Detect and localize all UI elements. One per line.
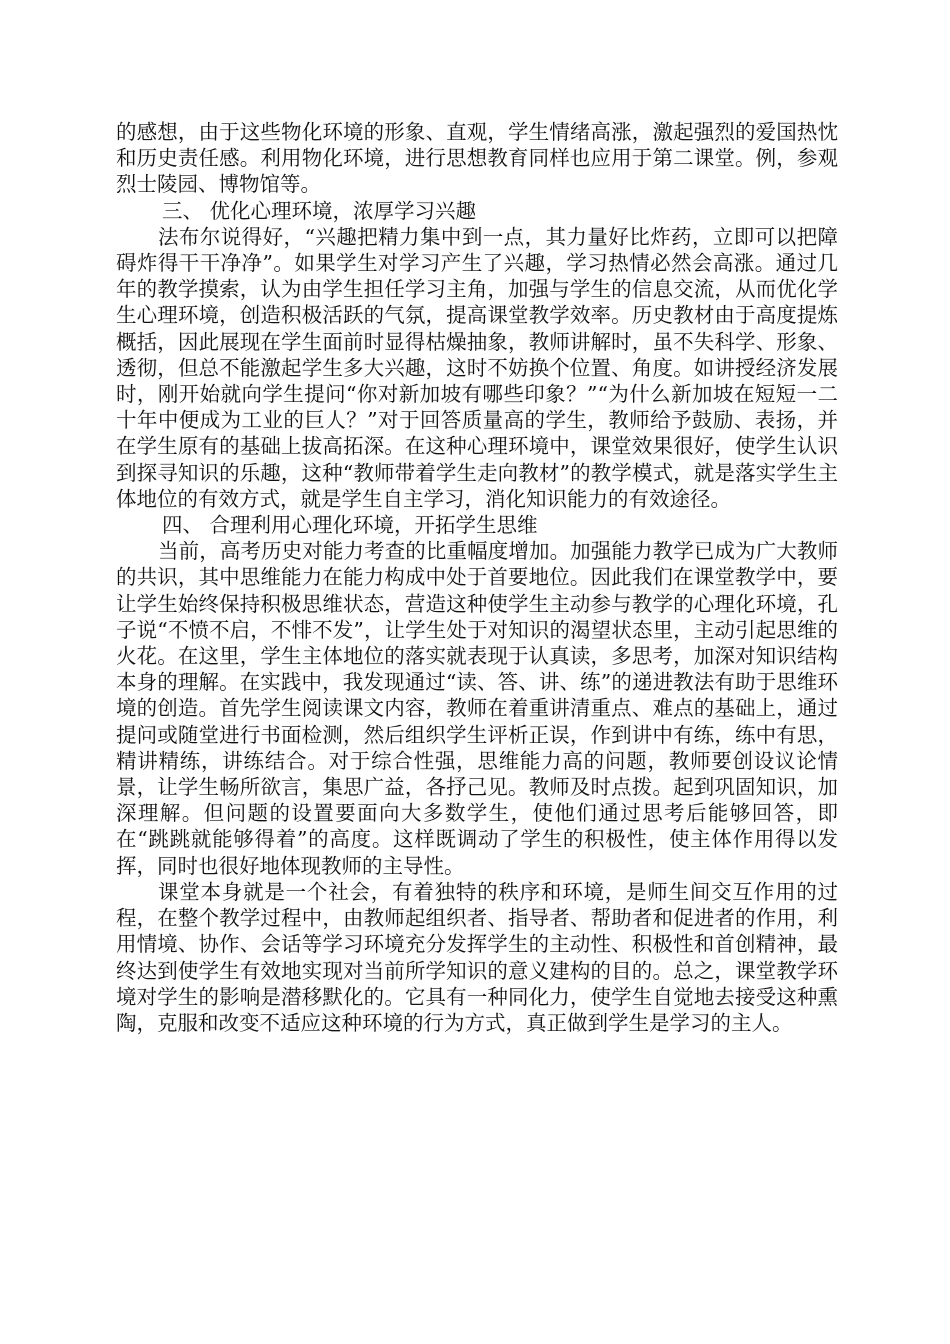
paragraph-thinking: 当前，高考历史对能力考查的比重幅度增加。加强能力教学已成为广大教师的共识，其中思维能力在能力构成中处于首要地位。因此我们在课堂教学中，要让学生始终保持积极思维状态，营造这种使学生主动参与教学的心理化环境，孔子说“不愤不启，不悱不发”，让学生处于对知识的渴望状态里，主动引起思维的火花。在这里，学生主体地位的落实就表现于认真读，多思考，加深对知识结构本身的理解。在实践中，我发现通过“读、答、讲、练”的递进教法有助于思维环境的创造。首先学生阅读课文内容，教师在着重讲清重点、难点的基础上，通过提问或随堂进行书面检测，然后组织学生评析正误，作到讲中有练，练中有思，精讲精练，讲练结合。对于综合性强，思维能力高的问题，教师要创设议论情景，让学生畅所欲言，集思广益，各抒己见。教师及时点拨。起到巩固知识，加深理解。但问题的设置要面向大多数学生，使他们通过思考后能够回答，即在“跳跳就能够得着”的高度。这样既调动了学生的积极性，使主体作用得以发挥，同时也很好地体现教师的主导性。: [116, 539, 838, 878]
paragraph-conclusion: 课堂本身就是一个社会，有着独特的秩序和环境，是师生间交互作用的过程，在整个教学过程中，由教师起组织者、指导者、帮助者和促进者的作用，利用情境、协作、会话等学习环境充分发挥学生的主动性、积极性和首创精神，最终达到使学生有效地实现对当前所学知识的意义建构的目的。总之，课堂教学环境对学生的影响是潜移默化的。它具有一种同化力，使学生自觉地去接受这种熏陶，克服和改变不适应这种环境的行为方式，真正做到学生是学习的主人。: [116, 879, 838, 1035]
paragraph-interest: 法布尔说得好，“兴趣把精力集中到一点，其力量好比炸药，立即可以把障碍炸得干干净净”。如果学生对学习产生了兴趣，学习热情必然会高涨。通过几年的教学摸索，认为由学生担任学习主角，加强与学生的信息交流，从而优化学生心理环境，创造积极活跃的气氛，提高课堂教学效率。历史教材由于高度提炼概括，因此展现在学生面前时显得枯燥抽象，教师讲解时，虽不失科学、形象、透彻，但总不能激起学生多大兴趣，这时不妨换个位置、角度。如讲授经济发展时，刚开始就向学生提问“你对新加坡有哪些印象？”“为什么新加坡在短短一二十年中便成为工业的巨人？”对于回答质量高的学生，教师给予鼓励、表扬，并在学生原有的基础上拔高拓深。在这种心理环境中，课堂效果很好，使学生认识到探寻知识的乐趣，这种“教师带着学生走向教材”的教学模式，就是落实学生主体地位的有效方式，就是学生自主学习，消化知识能力的有效途径。: [116, 224, 838, 511]
paragraph-continued: 的感想，由于这些物化环境的形象、直观，学生情绪高涨，激起强烈的爱国热忱和历史责任感。利用物化环境，进行思想教育同样也应用于第二课堂。例，参观烈士陵园、博物馆等。: [116, 120, 838, 197]
section-heading-4: 四、 合理利用心理化环境，开拓学生思维: [162, 513, 538, 538]
section-heading-3: 三、 优化心理环境，浓厚学习兴趣: [162, 198, 477, 223]
document-page: [116, 119, 838, 1036]
